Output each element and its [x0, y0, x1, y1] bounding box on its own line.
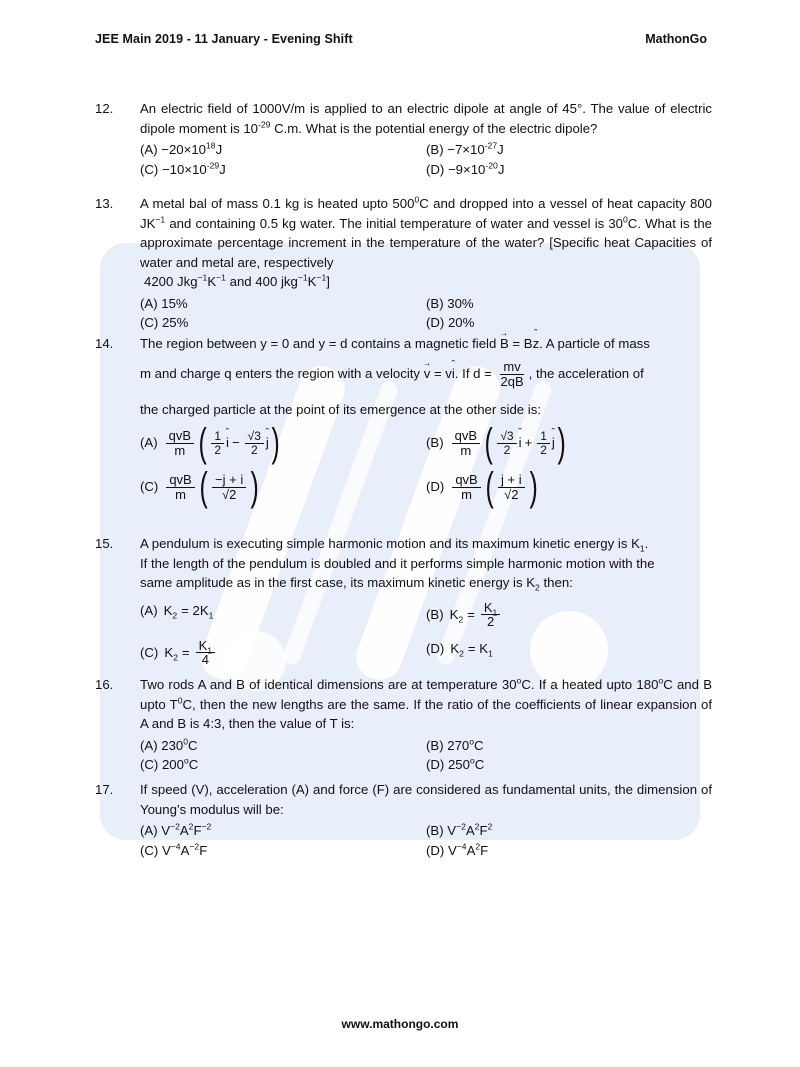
option-a-label: (A) 230 — [140, 737, 184, 753]
stem-part-4: C.m. What is the potential energy of the electric dipole? — [270, 120, 598, 136]
stem-part-2: . A particle of mass — [539, 336, 650, 351]
rhs-sub: 1 — [488, 648, 493, 659]
option-a-label: (A) — [140, 823, 158, 838]
stem-part-5: , the acceleration of — [528, 365, 644, 381]
option-b[interactable]: (B) 30% — [426, 295, 474, 311]
opt-b-v: V — [447, 823, 457, 838]
opt-d-v: V — [447, 842, 457, 858]
option-a-mantissa: −20×10 — [161, 142, 207, 157]
left-paren: ( — [198, 421, 207, 465]
option-c-label: (C) 200 — [140, 757, 184, 772]
right-paren: ) — [271, 421, 280, 465]
option-a[interactable] — [140, 736, 426, 756]
option-c-label: (C) — [140, 645, 159, 661]
opt-a-v: V — [161, 823, 171, 838]
option-b-unit: J — [497, 142, 504, 157]
option-b-sup: o — [469, 736, 475, 747]
option-a-sup: 0 — [183, 736, 189, 747]
page-footer — [0, 1017, 800, 1031]
option-b-term1 — [497, 430, 516, 456]
lhs-sym: K — [450, 640, 460, 656]
question-stem — [140, 780, 712, 819]
stem-sup-1: o — [516, 675, 522, 686]
option-d-unit: C — [474, 757, 485, 772]
opt-a-f: F — [193, 823, 202, 838]
sh-part-2: K — [207, 274, 217, 289]
coef-num: qvB — [166, 429, 194, 444]
option-d[interactable] — [426, 755, 712, 775]
option-a-operator: − — [231, 435, 240, 451]
question-stem-line-2 — [140, 354, 712, 394]
option-b-lhs — [450, 605, 464, 625]
num-sub: 1 — [492, 607, 498, 618]
lhs-sub: 2 — [459, 648, 464, 659]
stem-part-6: C. What is the approximate percentage increment in the temperature of the — [140, 215, 712, 250]
stem-sup-1: 0 — [414, 194, 420, 205]
stem-part-3: same amplitude as in the first case, its maximum kinetic energy is K — [140, 575, 536, 590]
fraction-mv-2qb — [498, 360, 527, 388]
question-stem — [140, 99, 712, 138]
option-c[interactable] — [140, 465, 426, 509]
option-c-fraction — [196, 639, 215, 667]
question-number: 15. — [95, 536, 114, 551]
fraction-denominator: 2qB — [500, 373, 524, 389]
stem-part-1: If speed (V), acceleration (A) and force (F) are considered as fundamental units, the — [140, 782, 633, 797]
option-d-label: (D) — [426, 479, 445, 495]
option-a-label: (A) — [140, 602, 158, 618]
lhs-sub: 2 — [172, 610, 178, 621]
option-d[interactable] — [426, 841, 712, 861]
stem-part-3: 180 — [636, 677, 659, 692]
option-b-label: (B) — [426, 435, 444, 451]
opt-a-a: A — [179, 823, 189, 838]
stem-part-1: A metal bal of mass 0.1 kg is heated upto 500 — [140, 196, 415, 211]
option-a[interactable] — [140, 421, 426, 465]
option-d-sup: o — [469, 755, 475, 766]
option-b[interactable] — [426, 421, 712, 465]
option-b-term2 — [537, 430, 550, 456]
stem-part-2: C and dropped into a vessel of heat — [419, 196, 633, 211]
option-c-coefficient — [166, 473, 194, 501]
coef-num: qvB — [452, 473, 480, 488]
sh-part-3: and 400 jkg — [225, 274, 298, 289]
option-d[interactable] — [426, 465, 712, 509]
stem-part-2: dimension of Young’s modulus will be: — [140, 782, 713, 817]
t1-den: 2 — [214, 442, 222, 457]
coef-den: m — [174, 442, 186, 458]
option-b-fraction — [481, 601, 500, 629]
stem-part-7: water? [Specific heat Capacities of water and metal are, respectively — [140, 235, 712, 270]
option-d-unit: J — [497, 161, 505, 177]
options-13 — [140, 294, 712, 333]
option-d-label: (D) — [426, 640, 445, 656]
question-17 — [95, 780, 712, 860]
option-a[interactable] — [140, 821, 426, 841]
unit-vector-j: j ˆ — [266, 433, 269, 453]
stem-part-5: C, then the new lengths are the same. If the ratio of the coefficients — [182, 696, 581, 712]
option-a[interactable] — [140, 140, 426, 160]
option-a[interactable] — [140, 601, 426, 629]
stem-part-6: of linear expansion of A and B is 4:3, then the value of T is: — [140, 696, 712, 731]
option-a[interactable]: (A) 15% — [140, 295, 188, 311]
sh-part-4: K — [307, 274, 317, 289]
sh-sup-3: −1 — [297, 272, 308, 283]
frac-num — [481, 601, 500, 616]
option-b[interactable] — [426, 736, 712, 756]
stem-part-3: capacity 800 JK — [140, 196, 712, 231]
sh-sup-1: −1 — [197, 272, 208, 283]
option-b-operator: + — [524, 435, 533, 451]
option-d[interactable] — [426, 639, 712, 667]
question-number: 14. — [95, 336, 114, 351]
option-d-label: (D) — [426, 842, 445, 858]
coef-den: m — [460, 442, 472, 458]
t2-den: 2 — [540, 442, 547, 457]
opt-a-a-sup: 2 — [188, 821, 194, 832]
opt-b-f: F — [479, 823, 488, 838]
option-c-lhs — [164, 643, 178, 663]
option-a-label: (A) — [140, 435, 158, 451]
frac-den: 4 — [201, 652, 209, 668]
option-c[interactable] — [140, 160, 426, 180]
t1-num: √3 — [497, 430, 516, 444]
stem-part-2: . The value of — [582, 101, 666, 116]
stem-part-4: then: — [539, 575, 573, 590]
frac-den: 2 — [486, 614, 495, 630]
lhs-sub: 2 — [173, 652, 178, 663]
option-d-label: (D) 250 — [426, 757, 470, 772]
option-c-mantissa: −10×10 — [161, 161, 207, 177]
left-paren: ( — [485, 465, 494, 509]
option-b[interactable] — [426, 601, 712, 629]
options-14 — [140, 421, 712, 509]
question-stem — [140, 675, 712, 734]
option-a-unit: J — [215, 142, 223, 157]
vector-v: v → — [424, 354, 431, 394]
equals-sign: = — [181, 645, 190, 661]
option-d-fraction — [498, 473, 525, 501]
option-d[interactable] — [426, 160, 712, 180]
lhs-sym: K — [163, 602, 173, 618]
specific-heat-line — [144, 272, 712, 292]
options-12 — [140, 140, 712, 179]
vector-B: B → — [500, 334, 509, 354]
option-a-label: (A) — [140, 142, 158, 157]
option-d[interactable]: (D) 20% — [426, 315, 475, 330]
stem-part-2: C. If a heated upto — [521, 677, 633, 692]
opt-b-a-sup: 2 — [474, 821, 480, 832]
option-b-label: (B) — [426, 606, 444, 622]
stem-exponent: -29 — [258, 119, 271, 130]
question-13 — [95, 194, 712, 333]
stem-part-1: Two rods A and B of identical dimensions are at temperature 30 — [140, 677, 517, 692]
opt-a-f-sup: −2 — [201, 821, 212, 832]
coef-den: m — [461, 486, 472, 502]
option-b[interactable] — [426, 821, 712, 841]
options-16 — [140, 736, 712, 775]
stem-sup-2: −1 — [155, 214, 166, 225]
exam-title: JEE Main 2019 - 11 January - Evening Shift — [95, 32, 353, 46]
option-d-rhs — [468, 639, 493, 659]
question-14 — [95, 334, 712, 509]
opt-c-v: V — [161, 842, 171, 858]
opt-b-v-sup: −2 — [456, 821, 466, 832]
options-15 — [140, 601, 712, 668]
stem-sup-3: 0 — [623, 214, 628, 225]
footer-url: www.mathongo.com — [341, 1017, 459, 1031]
option-c-fraction — [212, 473, 246, 501]
question-number: 12. — [95, 101, 114, 116]
unit-vector-j: j ˆ — [552, 433, 555, 453]
stem-part-2: . — [644, 536, 649, 551]
unit-vector-z: z ˆ — [533, 334, 540, 354]
num-sub: 1 — [207, 645, 213, 656]
option-b[interactable] — [426, 140, 712, 160]
lhs-sym: K — [164, 645, 174, 661]
opt-d-a-sup: 2 — [475, 841, 481, 852]
question-12 — [95, 99, 712, 179]
option-a-term1 — [211, 430, 224, 456]
option-a-exponent: 18 — [206, 140, 216, 151]
option-c-sup: o — [183, 755, 189, 766]
brand-label: MathonGo — [645, 32, 707, 46]
stem-part-1: An electric field of 1000V/m is applied to an electric dipole at angle of 45 — [140, 101, 577, 116]
option-d-label: (D) — [426, 161, 445, 177]
question-stem-line-3: the charged particle at the point of its emergence at the other side is: — [140, 401, 541, 417]
option-b-exponent: -27 — [484, 140, 498, 151]
stem-sup-2: o — [658, 675, 664, 686]
rhs-sym: = 2K — [181, 602, 209, 618]
option-b-mantissa: −7×10 — [447, 142, 485, 157]
opt-c-a: A — [180, 842, 190, 858]
option-c-label: (C) — [140, 479, 159, 495]
option-c[interactable]: (C) 25% — [140, 315, 189, 330]
option-d-coefficient — [452, 473, 480, 501]
d-den: √2 — [504, 486, 519, 502]
right-paren: ) — [250, 465, 260, 509]
option-d-lhs — [450, 639, 464, 659]
option-c[interactable] — [140, 841, 426, 861]
stem-part-4: and containing 0.5 kg water. The initial temperature of water and — [165, 215, 550, 231]
option-a-coefficient — [166, 429, 194, 457]
option-c-exponent: -29 — [206, 160, 220, 171]
option-b-label: (B) 270 — [426, 737, 470, 753]
question-stem-line-3 — [140, 573, 712, 593]
stem-eq-1: = B — [508, 336, 533, 351]
right-paren: ) — [529, 465, 538, 509]
stem-eq-2: = v — [430, 365, 452, 381]
option-b-unit: C — [474, 737, 484, 753]
opt-a-v-sup: −2 — [170, 821, 180, 832]
equals-sign: = — [467, 606, 475, 622]
right-paren: ) — [557, 421, 566, 465]
option-b-label: (B) — [426, 142, 444, 157]
unit-vector-i: i ˆ — [226, 433, 229, 453]
left-paren: ( — [484, 421, 493, 465]
num-sym: K — [198, 637, 208, 653]
stem-part-5: vessel is 30 — [553, 215, 624, 231]
opt-d-a: A — [466, 842, 476, 858]
option-c[interactable] — [140, 755, 426, 775]
fraction-numerator: mv — [500, 360, 523, 375]
option-b-coefficient — [452, 429, 480, 457]
opt-d-f: F — [480, 842, 489, 858]
stem-part-1: The region between y = 0 and y = d contains a magnetic field — [140, 336, 500, 351]
question-number: 16. — [95, 677, 114, 692]
frac-num — [196, 639, 215, 654]
rhs-sym: = K — [467, 640, 489, 656]
option-a-rhs — [181, 601, 213, 621]
question-stem-line-1 — [140, 534, 712, 554]
lhs-sub: 2 — [458, 614, 464, 625]
question-stem — [140, 194, 712, 272]
sh-part-5: ] — [326, 274, 330, 289]
d-num: j + i — [498, 473, 525, 488]
unit-vector-i: i ˆ — [519, 433, 522, 453]
t1-num: 1 — [211, 430, 224, 444]
question-number: 13. — [95, 196, 114, 211]
option-c-label: (C) — [140, 842, 159, 858]
option-c-unit: C — [188, 757, 199, 772]
options-17 — [140, 821, 712, 860]
stem-part-4: C and B upto T — [140, 677, 713, 712]
option-c[interactable] — [140, 639, 426, 667]
stem-sub-1: 1 — [639, 543, 645, 554]
num-sym: K — [483, 599, 493, 615]
t2-den: 2 — [250, 442, 258, 457]
stem-part-4: . If d = — [454, 365, 496, 381]
stem-sup-3: 0 — [177, 695, 183, 706]
option-b-label: (B) — [426, 823, 444, 838]
sh-sup-4: −1 — [316, 272, 327, 283]
option-a-unit: C — [188, 737, 198, 753]
option-a-lhs — [164, 601, 178, 621]
opt-d-v-sup: −4 — [456, 841, 467, 852]
question-16 — [95, 675, 712, 775]
sh-sup-2: −1 — [216, 272, 226, 283]
left-paren: ( — [199, 465, 208, 509]
question-15 — [95, 534, 712, 667]
coef-num: qvB — [452, 429, 480, 444]
option-d-exponent: -20 — [485, 160, 498, 171]
opt-c-v-sup: −4 — [170, 841, 181, 852]
stem-part-3: electric dipole moment is 10 — [140, 101, 712, 136]
t2-num: 1 — [537, 430, 550, 444]
sh-part-1: 4200 Jkg — [144, 274, 198, 289]
stem-part-3: m and charge q enters the region with a velocity — [140, 365, 424, 381]
lhs-sym: K — [449, 606, 459, 622]
option-d-mantissa: −9×10 — [447, 161, 486, 177]
opt-b-f-sup: 2 — [487, 821, 493, 832]
coef-num: qvB — [166, 473, 194, 488]
rhs-sub: 1 — [208, 610, 214, 621]
stem-sub-2: 2 — [535, 582, 540, 593]
coef-den: m — [175, 486, 186, 502]
opt-b-a: A — [465, 823, 475, 838]
question-number: 17. — [95, 782, 114, 797]
unit-vector-i: i ˆ — [452, 354, 455, 394]
t1-den: 2 — [503, 442, 511, 457]
question-stem-line-2: If the length of the pendulum is doubled and it performs simple harmonic motion with the — [140, 555, 655, 571]
option-c-unit: J — [219, 161, 226, 177]
option-c-label: (C) — [140, 161, 159, 177]
degree-symbol: ° — [576, 101, 583, 116]
c-den: √2 — [221, 486, 237, 502]
page-header — [95, 32, 707, 46]
opt-c-f: F — [199, 842, 208, 858]
stem-part-1: A pendulum is executing simple harmonic motion and its maximum kinetic energy is K — [140, 536, 640, 551]
opt-c-a-sup: −2 — [189, 841, 200, 852]
c-num: −j + i — [212, 473, 246, 488]
t2-num: √3 — [245, 430, 264, 444]
option-a-term2 — [245, 430, 264, 456]
